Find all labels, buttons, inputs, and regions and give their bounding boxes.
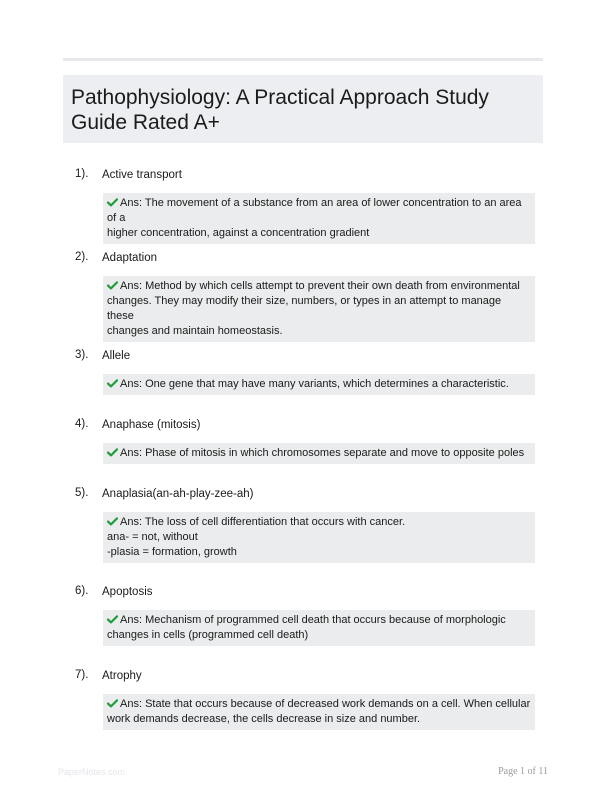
question-number: 2).	[75, 251, 89, 263]
question-term: Apoptosis	[102, 586, 153, 598]
question-number: 3).	[75, 349, 89, 361]
question-number: 1).	[75, 168, 89, 180]
check-icon	[107, 699, 118, 708]
page-number: Page 1 of 11	[498, 766, 548, 777]
answer-box	[103, 610, 535, 646]
question-number: 4).	[75, 418, 89, 430]
answer-box	[103, 276, 535, 342]
answer-box	[103, 374, 535, 395]
answer-line: Ans: Method by which cells attempt to prevent their own death from environmental	[107, 279, 531, 294]
answer-line: changes and maintain homeostasis.	[107, 325, 283, 337]
answer-line: Ans: Mechanism of programmed cell death that occurs because of morphologic	[107, 613, 531, 628]
answer-line: Ans: The movement of a substance from an area of lower concentration to an area of a	[107, 197, 522, 224]
check-icon	[107, 615, 118, 624]
answer-line: ana- = not, without	[107, 531, 198, 543]
top-divider	[63, 58, 543, 61]
question-term: Allele	[102, 350, 131, 362]
check-icon	[107, 198, 118, 207]
page-title: Pathophysiology: A Practical Approach Study Guide Rated A+	[71, 86, 489, 134]
answer-line: changes. They may modify their size, numbers, or types in an attempt to manage these	[107, 295, 502, 322]
answer-box	[103, 443, 535, 464]
check-icon	[107, 281, 118, 290]
answer-box	[103, 694, 535, 730]
check-icon	[107, 448, 118, 457]
answer-box	[103, 512, 535, 563]
question-term: Anaphase (mitosis)	[102, 419, 201, 431]
question-number: 5).	[75, 487, 89, 499]
answer-line: -plasia = formation, growth	[107, 546, 237, 558]
question-term: Active transport	[102, 169, 182, 181]
question-term: Adaptation	[102, 252, 157, 264]
answer-line: work demands decrease, the cells decrease in size and number.	[107, 713, 421, 725]
check-icon	[107, 517, 118, 526]
answer-line: higher concentration, against a concentration gradient	[107, 227, 370, 239]
answer-line: Ans: State that occurs because of decreased work demands on a cell. When cellular	[107, 697, 531, 712]
check-icon	[107, 379, 118, 388]
answer-line: Ans: The loss of cell differentiation that occurs with cancer.	[107, 515, 531, 530]
question-term: Atrophy	[102, 670, 142, 682]
title-box	[63, 75, 543, 143]
answer-line: Ans: Phase of mitosis in which chromosomes separate and move to opposite poles	[107, 446, 531, 461]
question-number: 7).	[75, 669, 89, 681]
answer-line: changes in cells (programmed cell death)	[107, 629, 309, 641]
question-number: 6).	[75, 585, 89, 597]
answer-box	[103, 193, 535, 244]
question-term: Anaplasia(an-ah-play-zee-ah)	[102, 488, 254, 500]
footer-watermark: PaperNotes.com	[58, 767, 126, 777]
answer-line: Ans: One gene that may have many variants, which determines a characteristic.	[107, 377, 531, 392]
